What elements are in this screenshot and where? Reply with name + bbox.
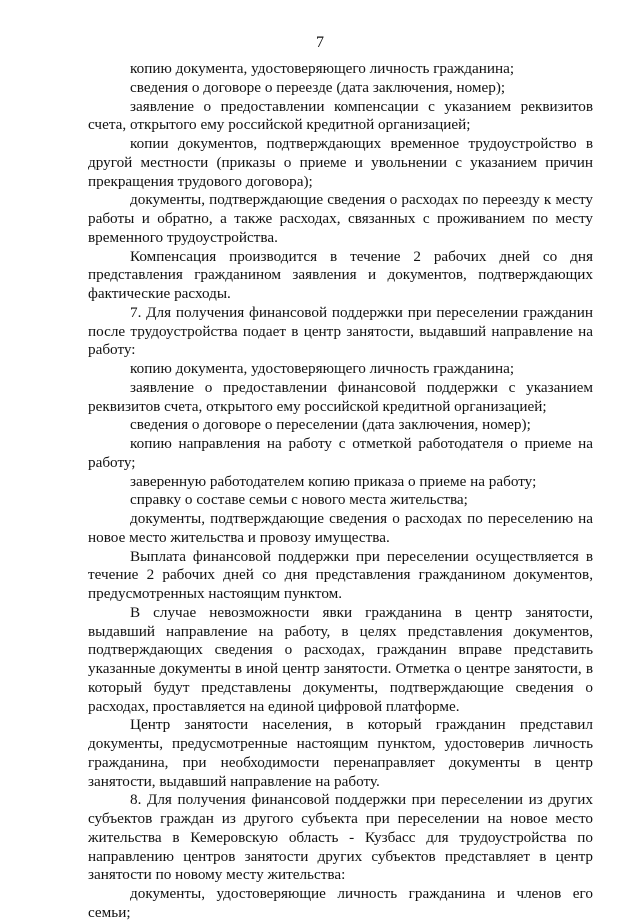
paragraph: сведения о договоре о переселении (дата заключения, номер); (130, 416, 531, 434)
paragraph: документы, подтверждающие сведения о расходах по переселению на новое место жительства и провозу имущества. (88, 510, 593, 546)
paragraph: справку о составе семьи с нового места жительства; (130, 491, 468, 509)
paragraph: заверенную работодателем копию приказа о приеме на работу; (130, 472, 537, 490)
page-number: 7 (316, 34, 324, 51)
paragraph: копии документов, подтверждающих временное трудоустройство в другой местности (приказы о приеме и увольнении с указанием причин прекращения трудового договора); (88, 135, 593, 190)
paragraph: Выплата финансовой поддержки при переселении осуществляется в течение 2 рабочих дней со дня представления гражданином документов, предусмотренных настоящим пунктом. (88, 547, 593, 602)
paragraph: копию документа, удостоверяющего личность гражданина; (130, 60, 515, 77)
paragraph: Компенсация производится в течение 2 рабочих дней со дня представления гражданином заявления и документов, подтверждающих фактические расходы. (88, 247, 593, 302)
paragraph: В случае невозможности явки гражданина в центр занятости, выдавший направление на работу, в целях представления документов, подтверждающих сведения о расходах, гражданин вправе представить указанные документы в иной центр занятости. Отметка о центре занятости, в который будут представлены документы, подтверждающие сведения о расходах, проставляется на единой цифровой платформе. (88, 603, 593, 715)
paragraph: документы, удостоверяющие личность гражданина и членов его семьи; (88, 885, 593, 921)
paragraph: Центр занятости населения, в который гражданин представил документы, предусмотренные настоящим пунктом, удостоверив личность гражданина, при необходимости перенаправляет документы в центр занятости, выдавший направление на работу. (88, 716, 593, 790)
paragraph: копию направления на работу с отметкой работодателя о приеме на работу; (88, 435, 593, 471)
paragraph: заявление о предоставлении компенсации с указанием реквизитов счета, открытого ему российской кредитной организацией; (88, 97, 593, 134)
paragraph: копию документа, удостоверяющего личность гражданина; (130, 360, 515, 377)
paragraph: сведения о договоре о переезде (дата заключения, номер); (130, 78, 506, 96)
paragraph: документы, подтверждающие сведения о расходах по переезду к месту работы и обратно, а также расходах, связанных с проживанием по месту временного трудоустройства. (88, 191, 593, 246)
paragraph: заявление о предоставлении финансовой поддержки с указанием реквизитов счета, открытого ему российской кредитной организацией; (88, 378, 593, 415)
document-body (88, 60, 593, 923)
paragraph: 7. Для получения финансовой поддержки при переселении гражданин после трудоустройства подает в центр занятости, выдавший направление на работу: (88, 303, 593, 359)
paragraph: 8. Для получения финансовой поддержки при переселении из других субъектов граждан из другого субъекта при переселении на новое место жительства в Кемеровскую область - Кузбасс для трудоустройства по направлению центров занятости других субъектов представляет в центр занятости по новому месту жительства: (88, 791, 593, 884)
